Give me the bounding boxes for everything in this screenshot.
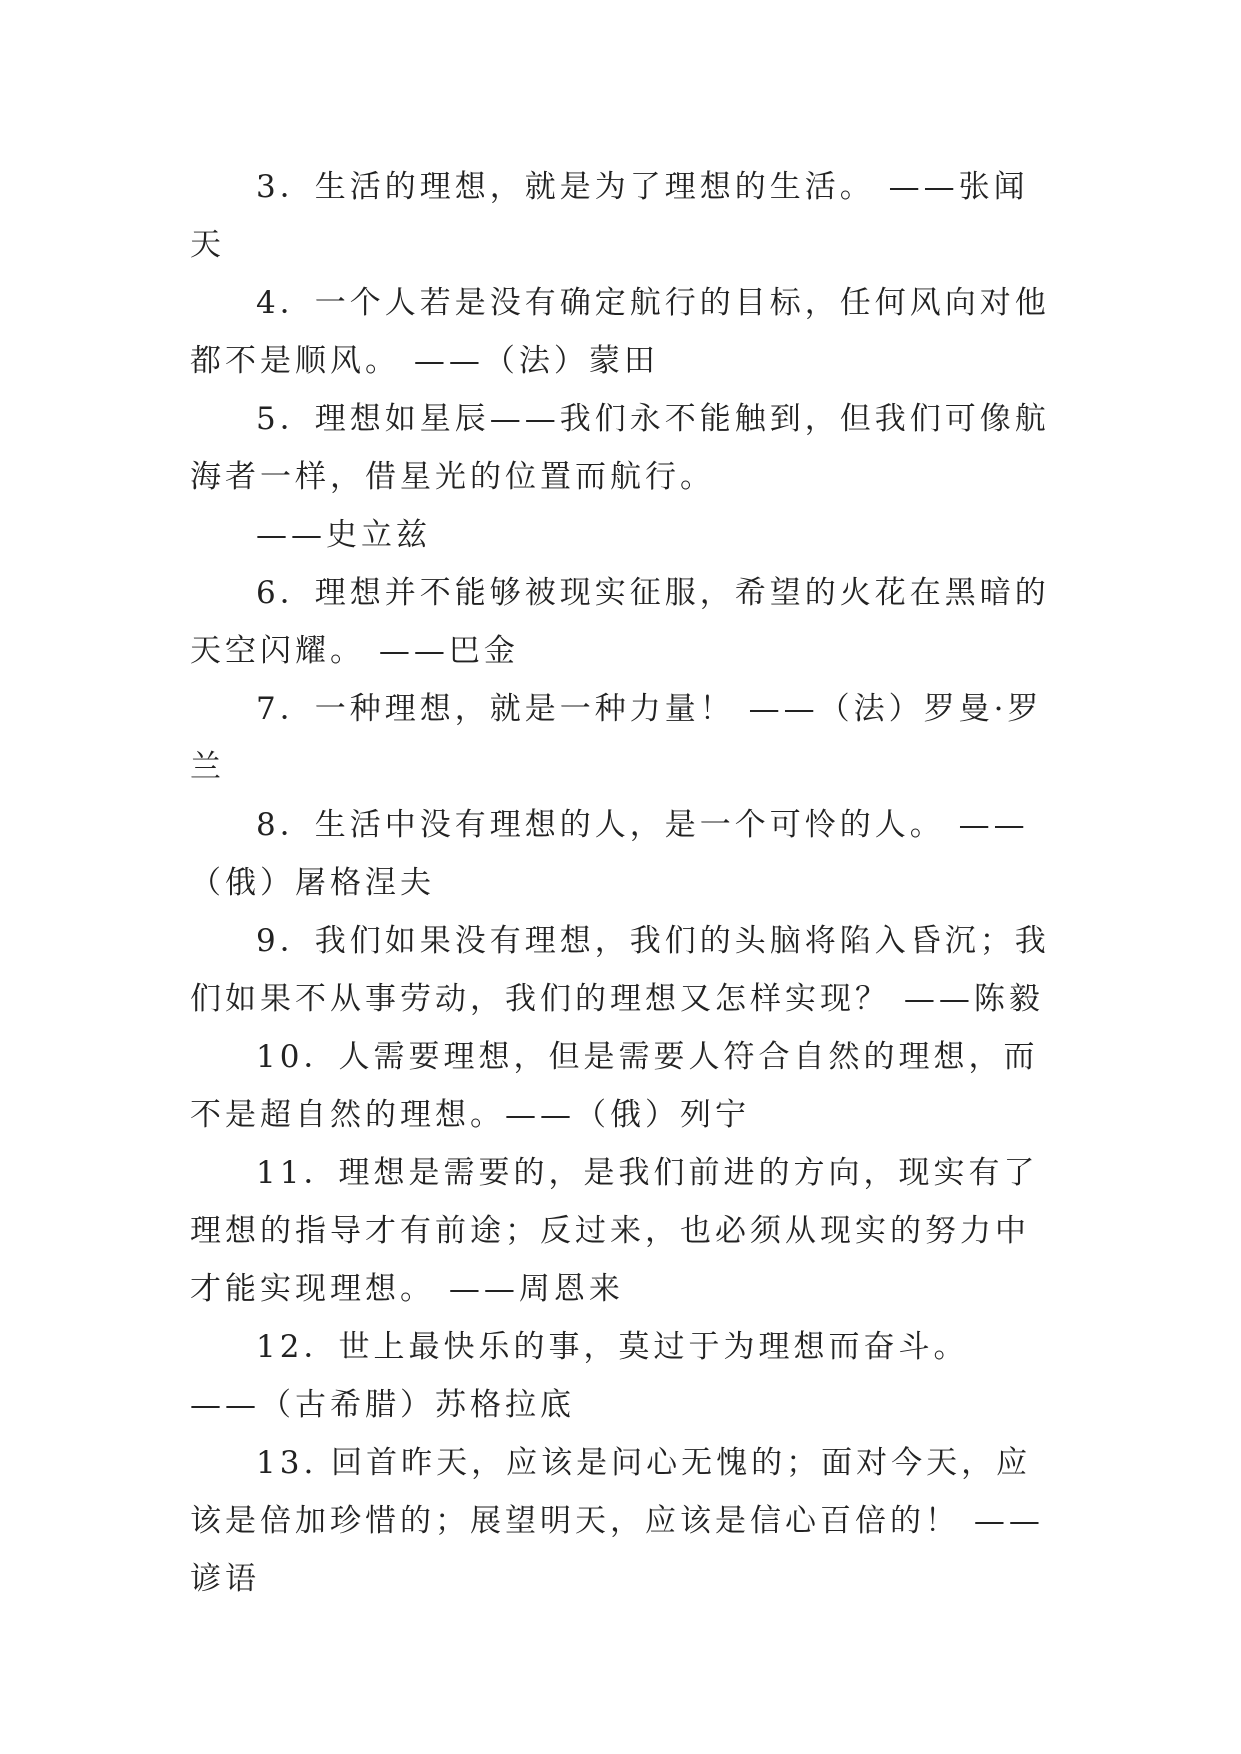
quote-paragraph: 7．一种理想，就是一种力量！ ——（法）罗曼·罗兰 — [190, 691, 1043, 785]
quote-paragraph: 5．理想如星辰——我们永不能触到，但我们可像航海者一样，借星光的位置而航行。 — [190, 401, 1050, 495]
quote-paragraph: 3．生活的理想，就是为了理想的生活。 ——张闻天 — [190, 169, 1029, 263]
quote-paragraph: 9．我们如果没有理想，我们的头脑将陷入昏沉；我们如果不从事劳动，我们的理想又怎样实现？ ——陈毅 — [190, 923, 1050, 1017]
quote-paragraph: 8．生活中没有理想的人，是一个可怜的人。 ——（俄）屠格涅夫 — [190, 807, 1029, 901]
quote-paragraph: 6．理想并不能够被现实征服，希望的火花在黑暗的天空闪耀。 ——巴金 — [190, 575, 1050, 669]
quote-paragraph: 12．世上最快乐的事，莫过于为理想而奋斗。 ——（古希腊）苏格拉底 — [190, 1329, 969, 1423]
quote-paragraph: 11．理想是需要的，是我们前进的方向，现实有了理想的指导才有前途；反过来，也必须从现实的努力中才能实现理想。 ——周恩来 — [190, 1155, 1039, 1307]
quote-attribution: ——史立兹 — [256, 517, 431, 553]
quote-list — [190, 158, 1052, 1608]
quote-paragraph: 13. 回首昨天，应该是问心无愧的；面对今天，应该是倍加珍惜的；展望明天，应该是信心百倍的！ ——谚语 — [190, 1445, 1044, 1597]
quote-paragraph: 4．一个人若是没有确定航行的目标，任何风向对他都不是顺风。 ——（法）蒙田 — [190, 285, 1050, 379]
quote-paragraph: 10．人需要理想，但是需要人符合自然的理想，而不是超自然的理想。——（俄）列宁 — [190, 1039, 1039, 1133]
